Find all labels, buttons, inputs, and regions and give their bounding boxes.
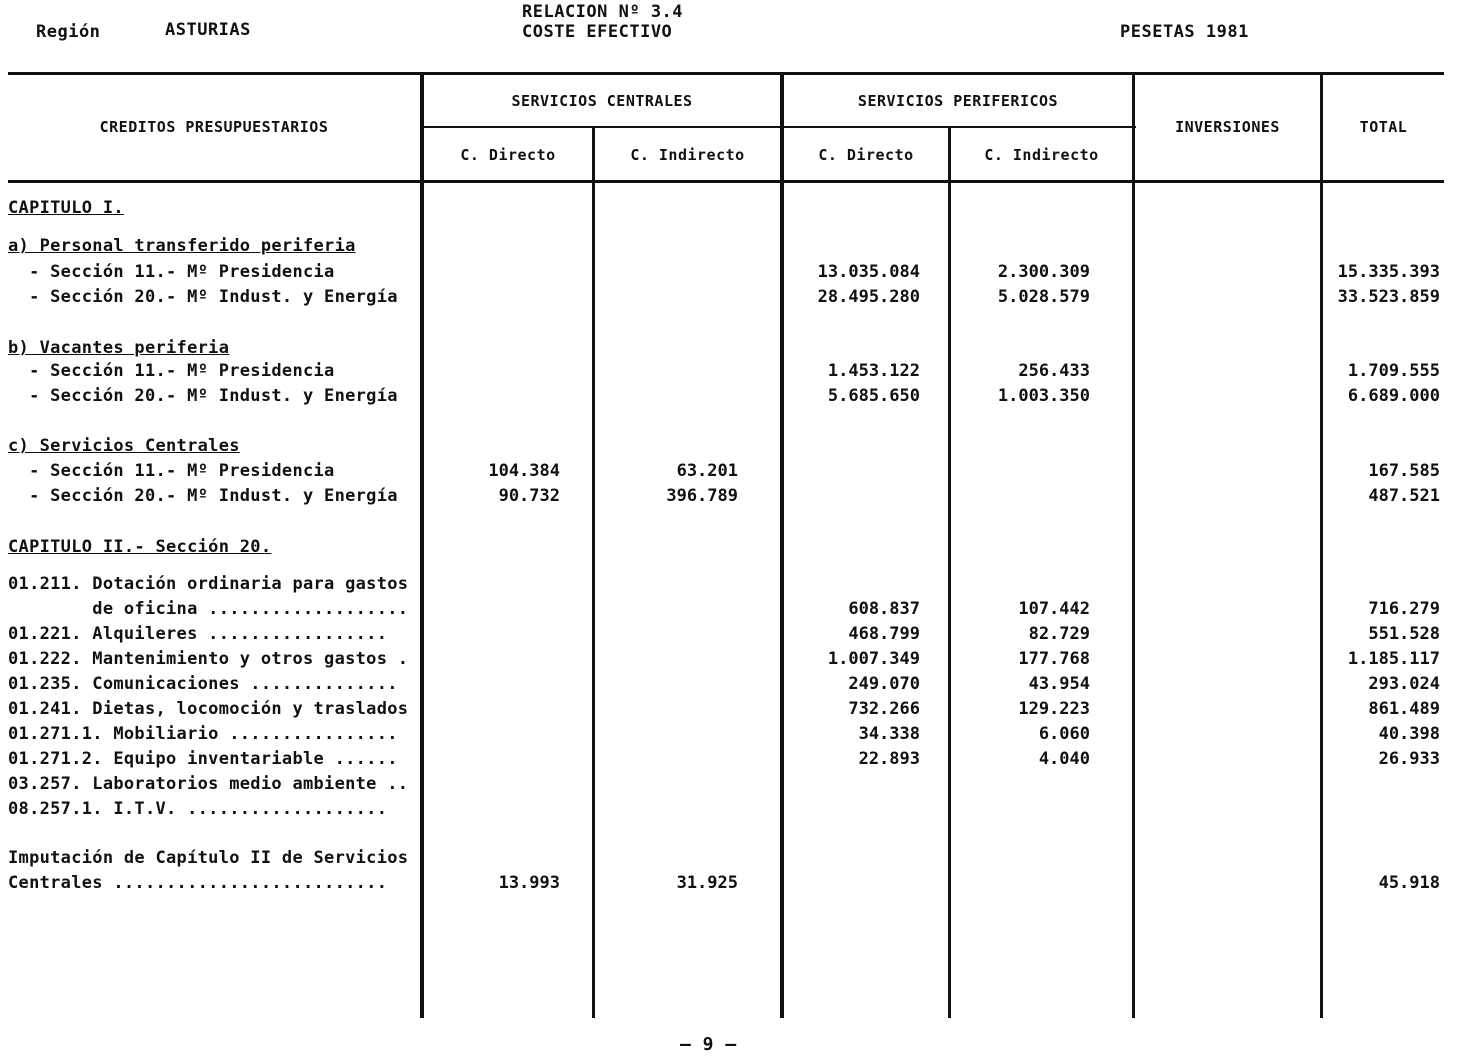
chapter-heading: CAPITULO I. [8, 198, 124, 218]
cell-cen-ind: 31.925 [676, 873, 738, 893]
cell-cen-dir: 104.384 [488, 461, 560, 481]
cell-total: 551.528 [1368, 624, 1440, 644]
cell-per-ind: 256.433 [1018, 361, 1090, 381]
region-name: ASTURIAS [165, 20, 251, 40]
cell-total: 293.024 [1368, 674, 1440, 694]
cell-per-ind: 43.954 [1028, 674, 1090, 694]
cell-per-dir: 5.685.650 [827, 386, 920, 406]
row-label: 01.221. Alquileres ................. [8, 624, 388, 644]
row-label: - Sección 11.- Mº Presidencia [8, 262, 335, 282]
cell-per-dir: 1.453.122 [827, 361, 920, 381]
cell-per-dir: 249.070 [848, 674, 920, 694]
cell-per-dir: 22.893 [858, 749, 920, 769]
cell-cen-dir: 90.732 [498, 486, 560, 506]
document-subtitle: COSTE EFECTIVO [522, 22, 673, 42]
row-label: - Sección 11.- Mº Presidencia [8, 461, 335, 481]
row-label: - Sección 20.- Mº Indust. y Energía [8, 486, 398, 506]
cell-per-dir: 1.007.349 [827, 649, 920, 669]
col-divider-1 [420, 74, 424, 1018]
row-label: - Sección 11.- Mº Presidencia [8, 361, 335, 381]
cell-total: 716.279 [1368, 599, 1440, 619]
chapter-heading: CAPITULO II.- Sección 20. [8, 537, 272, 557]
cell-per-ind: 4.040 [1038, 749, 1090, 769]
header-inversiones: INVERSIONES [1175, 118, 1280, 136]
cell-per-ind: 5.028.579 [997, 287, 1090, 307]
cell-cen-ind: 63.201 [676, 461, 738, 481]
section-heading: c) Servicios Centrales [8, 436, 240, 456]
cell-per-ind: 129.223 [1018, 699, 1090, 719]
cell-total: 6.689.000 [1347, 386, 1440, 406]
row-label: 01.241. Dietas, locomoción y traslados [8, 699, 409, 719]
row-label: 01.271.1. Mobiliario ................ [8, 724, 398, 744]
header-cen-directo: C. Directo [460, 146, 556, 164]
cell-total: 1.709.555 [1347, 361, 1440, 381]
header-bottom-rule [8, 180, 1444, 183]
top-rule [8, 72, 1444, 75]
row-label: Imputación de Capítulo II de Servicios [8, 848, 409, 868]
col-divider-4 [948, 128, 951, 1018]
cell-cen-dir: 13.993 [498, 873, 560, 893]
header-perifericos: SERVICIOS PERIFERICOS [857, 92, 1059, 110]
cell-total: 40.398 [1378, 724, 1440, 744]
cell-per-dir: 468.799 [848, 624, 920, 644]
header-concept: CREDITOS PRESUPUESTARIOS [99, 118, 329, 136]
row-label: 03.257. Laboratorios medio ambiente .. [8, 774, 409, 794]
cell-per-dir: 34.338 [858, 724, 920, 744]
relation-number: RELACION Nº 3.4 [522, 2, 684, 22]
cell-total: 167.585 [1368, 461, 1440, 481]
header-cen-indirecto: C. Indirecto [630, 146, 745, 164]
header-total: TOTAL [1359, 118, 1408, 136]
col-divider-5 [1132, 74, 1135, 1018]
cell-per-ind: 107.442 [1018, 599, 1090, 619]
row-label: 08.257.1. I.T.V. ................... [8, 799, 388, 819]
cell-per-dir: 13.035.084 [817, 262, 920, 282]
section-heading: a) Personal transferido periferia [8, 236, 356, 256]
col-divider-2 [592, 128, 595, 1018]
header-per-directo: C. Directo [818, 146, 914, 164]
row-label: - Sección 20.- Mº Indust. y Energía [8, 386, 398, 406]
row-label: 01.211. Dotación ordinaria para gastos [8, 574, 409, 594]
cell-per-ind: 82.729 [1028, 624, 1090, 644]
row-label: 01.271.2. Equipo inventariable ...... [8, 749, 398, 769]
cell-per-dir: 608.837 [848, 599, 920, 619]
col-divider-3 [780, 74, 784, 1018]
cell-per-dir: 732.266 [848, 699, 920, 719]
currency-label: PESETAS 1981 [1120, 22, 1249, 42]
row-label: Centrales .......................... [8, 873, 388, 893]
region-label: Región [36, 22, 101, 42]
header-centrales: SERVICIOS CENTRALES [511, 92, 693, 110]
cell-per-ind: 2.300.309 [997, 262, 1090, 282]
cell-total: 33.523.859 [1337, 287, 1440, 307]
cell-per-ind: 1.003.350 [997, 386, 1090, 406]
row-label: 01.235. Comunicaciones .............. [8, 674, 398, 694]
cell-cen-ind: 396.789 [666, 486, 738, 506]
cell-total: 487.521 [1368, 486, 1440, 506]
section-heading: b) Vacantes periferia [8, 338, 230, 358]
page-number: — 9 — [680, 1034, 737, 1055]
row-label: de oficina ................... [8, 599, 409, 619]
cell-total: 861.489 [1368, 699, 1440, 719]
col-divider-6 [1320, 74, 1323, 1018]
cell-per-ind: 6.060 [1038, 724, 1090, 744]
row-label: - Sección 20.- Mº Indust. y Energía [8, 287, 398, 307]
header-per-indirecto: C. Indirecto [984, 146, 1099, 164]
cell-total: 26.933 [1378, 749, 1440, 769]
cell-per-ind: 177.768 [1018, 649, 1090, 669]
row-label: 01.222. Mantenimiento y otros gastos . [8, 649, 409, 669]
cell-total: 45.918 [1378, 873, 1440, 893]
cell-total: 15.335.393 [1337, 262, 1440, 282]
cell-total: 1.185.117 [1347, 649, 1440, 669]
cell-per-dir: 28.495.280 [817, 287, 920, 307]
